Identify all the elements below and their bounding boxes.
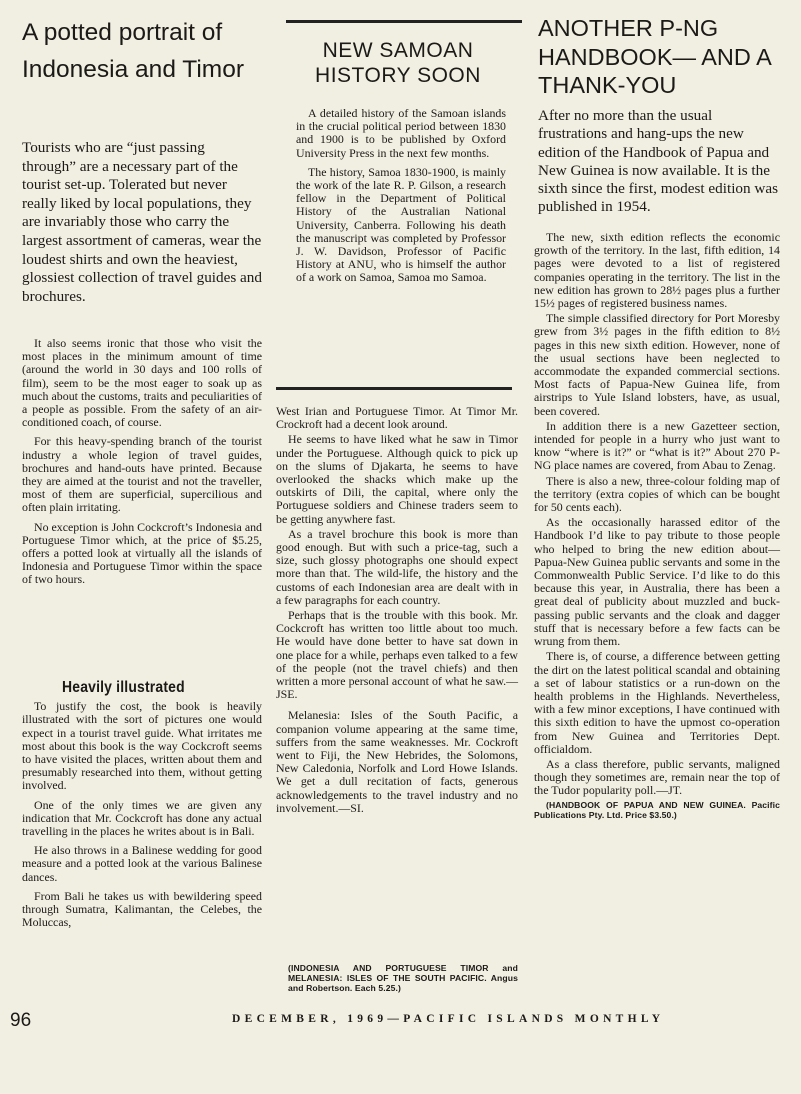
section-subhead: Heavily illustrated — [62, 679, 185, 696]
article-lede: Tourists who are “just passing through” are a necessary part of the tourist set-up. Tolerated but never really liked by local populations, they are invariably those who carry the largest assortment of cameras, wear the loudest shirts and own the heaviest, glossiest collection of travel guides and brochures. — [22, 139, 262, 305]
article-body-continued — [276, 405, 518, 821]
divider-rule — [286, 20, 522, 23]
page-number: 96 — [10, 1010, 32, 1031]
article-body — [296, 107, 506, 291]
article-lede: After no more than the usual frustrations and hang-ups the new edition of the Handbook of Papua and New Guinea is now available. It is the sixth since the first, modest edition was published in 1954. — [538, 107, 779, 216]
article-body — [22, 337, 262, 593]
paragraph: Perhaps that is the trouble with this book. Mr. Cockcroft has written too little about too much. He would have done better to have sat down in one place for a while, perhaps even talked to a few of the people (not the travel chiefs) and then written a more personal account of what he saw.—JSE. — [276, 608, 518, 702]
running-head: DECEMBER, 1969—PACIFIC ISLANDS MONTHLY — [232, 1013, 665, 1025]
article-title: ANOTHER P-NG HANDBOOK— AND A THANK-YOU — [538, 15, 771, 98]
paragraph: It also seems ironic that those who visit the most places in the minimum amount of time (around the world in 30 days and 100 rolls of film), seem to be the most eager to soak up as much about the customs, traits and peculiarities of a people as possible. From the safety of an air-conditioned coach, of course. — [22, 336, 262, 430]
paragraph: As a class therefore, public servants, maligned though they sometimes are, remain near the top of the Tudor popularity poll.—JT. — [534, 756, 780, 798]
paragraph: West Irian and Portuguese Timor. At Timor Mr. Crockroft had a decent look around. — [276, 404, 518, 432]
paragraph: He also throws in a Balinese wedding for good measure and a potted look at the various Balinese dances. — [22, 843, 262, 884]
divider-rule — [276, 387, 512, 390]
book-caption: (INDONESIA AND PORTUGUESE TIMOR and MELANESIA: ISLES OF THE SOUTH PACIFIC. Angus and Robertson. Each 5.25.) — [288, 963, 518, 993]
paragraph: A detailed history of the Samoan islands in the crucial political period between 1830 and 1900 is to be published by Oxford University Press in the next few months. — [296, 106, 506, 160]
paragraph: In addition there is a new Gazetteer section, intended for people in a hurry who just want to know “where is it?” or “what is it?” About 270 P-NG place names are covered, from Abau to Zenag. — [534, 418, 780, 473]
paragraph: As the occasionally harassed editor of the Handbook I’d like to pay tribute to those people who helped to bring the new edition about—Papua-New Guinea public servants and some in the Commonwealth Public Service. I’d like to do this because this year, in Australia, there has been a great deal of publicity about muzzled and buck-passing public servants and the cloak and dagger stuff that is necessary before a few facts can be wrung from them. — [534, 515, 780, 649]
paragraph: The new, sixth edition reflects the economic growth of the territory. In the last, fifth edition, 14 pages were devoted to a list of registered companies operating in the territory. The list in the new edition has grown to 28½ pages plus a further 15½ pages of registered business names. — [534, 230, 780, 311]
paragraph: To justify the cost, the book is heavily illustrated with the sort of pictures one would expect in a tourist travel guide. What irritates me most about this book is the way Cockcroft seems to have visited the places, written about them and presumably researched into them, without getting involved. — [22, 699, 262, 793]
paragraph: The simple classified directory for Port Moresby grew from 3½ pages in the fifth edition to 8½ pages in this new sixth edition. However, none of the usual sections have been neglected to accommodate the expanded commercial sections. Most facts of Papua-New Guinea life, from airstrips to Yule Island lobsters, have, as usual, been covered. — [534, 311, 780, 418]
paragraph: There is also a new, three-colour folding map of the territory (extra copies of which can be bought for 50 cents each). — [534, 473, 780, 515]
paragraph: No exception is John Cockcroft’s Indonesia and Portuguese Timor which, at the price of $5.25, offers a potted look at virtually all the islands of Indonesia and Portuguese Timor within the space of two hours. — [22, 519, 262, 587]
article-title: A potted portrait of Indonesia and Timor — [22, 19, 244, 83]
article-body — [534, 231, 780, 826]
page-footer — [10, 1010, 790, 1050]
paragraph: The history, Samoa 1830-1900, is mainly the work of the late R. P. Gilson, a research fellow in the Department of Political History of the Australian National University, Canberra. Following his death the manuscript was completed by Professor J. W. Davidson, Professor of Pacific History at ANU, who is himself the author of a work on Samoa, Samoa mo Samoa. — [296, 164, 506, 285]
paragraph: Melanesia: Isles of the South Pacific, a companion volume appearing at the same time, suffers from the same weaknesses. Mr. Cockroft went to Fiji, the New Hebrides, the Solomons, New Caledonia, Norfolk and Lord Howe Islands. We get a dull recitation of facts, generous acknowledgements to the travel industry and no involvement.—SI. — [276, 708, 518, 815]
article-body-continued — [22, 681, 262, 935]
paragraph: There is, of course, a difference between getting the dirt on the latest political scandal and obtaining a set of labour statistics or a run-down on the health problems in the Highlands. Nevertheless, with a few minor exceptions, I have continued with this sixth edition to have the upmost co-operation from New Guinea and Territories Dept. officialdom. — [534, 649, 780, 756]
paragraph: One of the only times we are given any indication that Mr. Cockcroft has done any actual travelling in the places he writes about is in Bali. — [22, 797, 262, 839]
book-caption: (HANDBOOK OF PAPUA AND NEW GUINEA. Pacific Publications Pty. Ltd. Price $3.50.) — [534, 799, 780, 820]
paragraph: From Bali he takes us with bewildering speed through Sumatra, Kalimantan, the Celebes, the Moluccas, — [22, 888, 262, 930]
article-title: NEW SAMOAN HISTORY SOON — [315, 39, 481, 87]
paragraph: He seems to have liked what he saw in Timor under the Portuguese. Although quick to pick up on the slums of Djakarta, he seems to have overlooked the shacks which make up the outskirts of Dili, the capital, where only the Portuguese soldiers and Chinese traders seem to be getting anywhere fast. — [276, 432, 518, 526]
paragraph: For this heavy-spending branch of the tourist industry a whole legion of travel guides, brochures and hand-outs have printed. Because they are aimed at the tourist and not the traveller, most of them are superficial, supercilious and often plain irritating. — [22, 434, 262, 515]
paragraph: As a travel brochure this book is more than good enough. But with such a price-tag, such a size, such glossy photographs one should expect more than that. The wild-life, the history and the customs of each Indonesian area are dealt with in a few paragraphs for each country. — [276, 526, 518, 607]
